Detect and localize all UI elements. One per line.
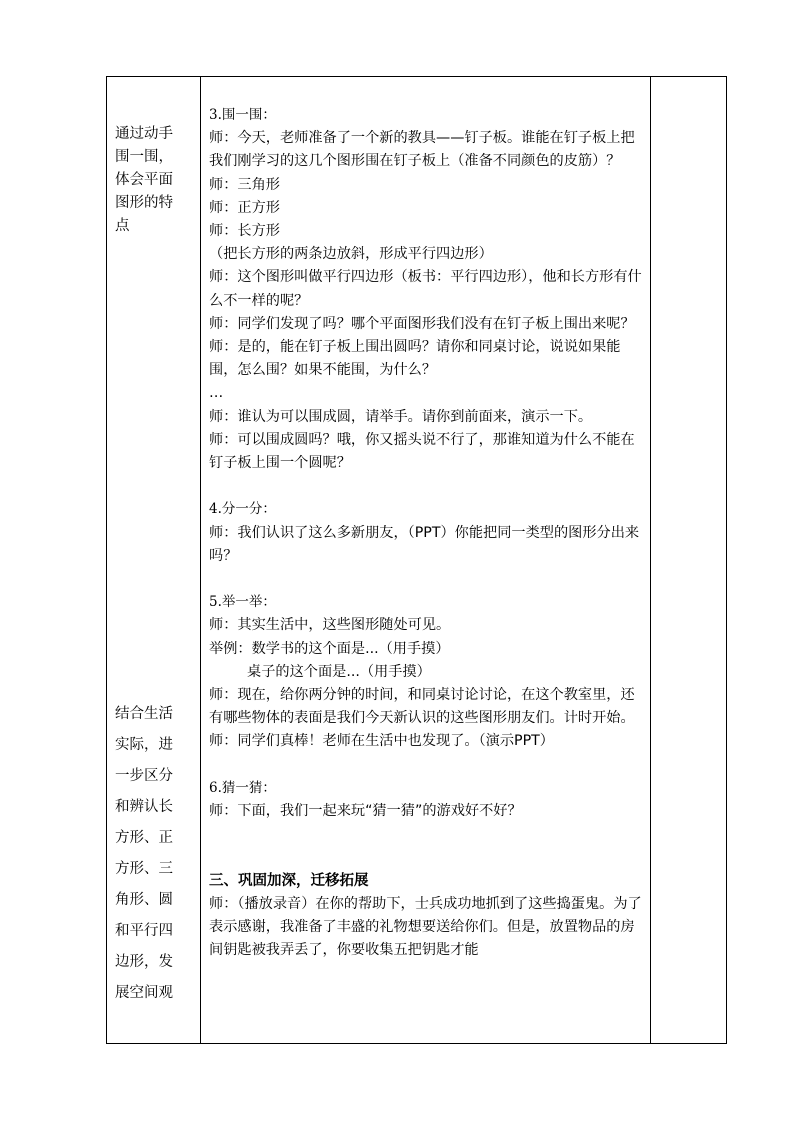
section-3-heading: 3.围一围： (209, 107, 276, 123)
lesson-plan-table (106, 76, 727, 1044)
paragraph: 师：同学们发现了吗？哪个平面图形我们没有在钉子板上围出来呢？ (209, 315, 635, 332)
section-6-heading: 6.猜一猜： (209, 779, 276, 796)
table-row (107, 77, 727, 1044)
paragraph-indented: 桌子的这个面是...（用手摸） (247, 663, 431, 680)
paragraph: 师：三角形 (209, 176, 280, 193)
paragraph: 师：这个图形叫做平行四边形（板书：平行四边形），他和长方形有什么不一样的呢？ (209, 269, 642, 309)
section-5-heading: 5.举一举： (209, 594, 276, 611)
paragraph: 师：同学们真棒！老师在生活中也发现了。（演示PPT） (209, 733, 554, 750)
paragraph: 师：下面，我们一起来玩“猜一猜”的游戏好不好？ (209, 803, 522, 820)
notes-cell (651, 77, 727, 1044)
paragraph: 师：其实生活中，这些图形随处可见。 (209, 617, 451, 634)
paragraph: 举例：数学书的这个面是...（用手摸） (209, 640, 450, 657)
part-3-heading: 三、巩固加深，迁移拓展 (209, 872, 369, 889)
objective-2: 结合生活实际，进一步区分和辨认长方形、正方形、三角形、圆和平行四边形，发展空间观 (115, 706, 173, 1001)
activity-content (201, 77, 650, 962)
objective-1: 通过动手围一围，体会平面图形的特点 (115, 126, 173, 234)
paragraph: 师：我们认识了这么多新朋友，（PPT）你能把同一类型的图形分出来吗？ (209, 524, 640, 564)
paragraph: 师：今天，老师准备了一个新的教具——钉子板。谁能在钉子板上把我们刚学习的这几个图形围在钉子板上（准备不同颜色的皮筋）？ (209, 130, 635, 170)
paragraph: 师：是的，能在钉子板上围出圆吗？请你和同桌讨论，说说如果能围，怎么围？如果不能围，为什么？ (209, 339, 621, 379)
paragraph: 师：可以围成圆吗？哦，你又摇头说不行了，那谁知道为什么不能在钉子板上围一个圆呢？ (209, 431, 635, 472)
activity-cell (201, 77, 651, 1044)
paragraph: （把长方形的两条边放斜，形成平行四边形） (209, 246, 493, 263)
paragraph: 师：长方形 (209, 223, 280, 240)
section-4-heading: 4.分一分： (209, 501, 276, 518)
paragraph: 师：（播放录音）在你的帮助下，士兵成功地抓到了这些捣蛋鬼。为了表示感谢，我准备了丰盛的礼物想要送给你们。但是，放置物品的房间钥匙被我弄丢了，你要收集五把钥匙才能 (209, 895, 642, 959)
paragraph: 师：现在，给你两分钟的时间，和同桌讨论讨论，在这个教室里，还有哪些物体的表面是我们今天新认识的这些图形朋友们。计时开始。 (209, 687, 635, 727)
paragraph: 师：谁认为可以围成圆，请举手。请你到前面来，演示一下。 (209, 408, 593, 425)
paragraph: 师：正方形 (209, 199, 280, 216)
ellipsis-line: … (209, 385, 224, 402)
objective-cell (107, 77, 201, 1044)
